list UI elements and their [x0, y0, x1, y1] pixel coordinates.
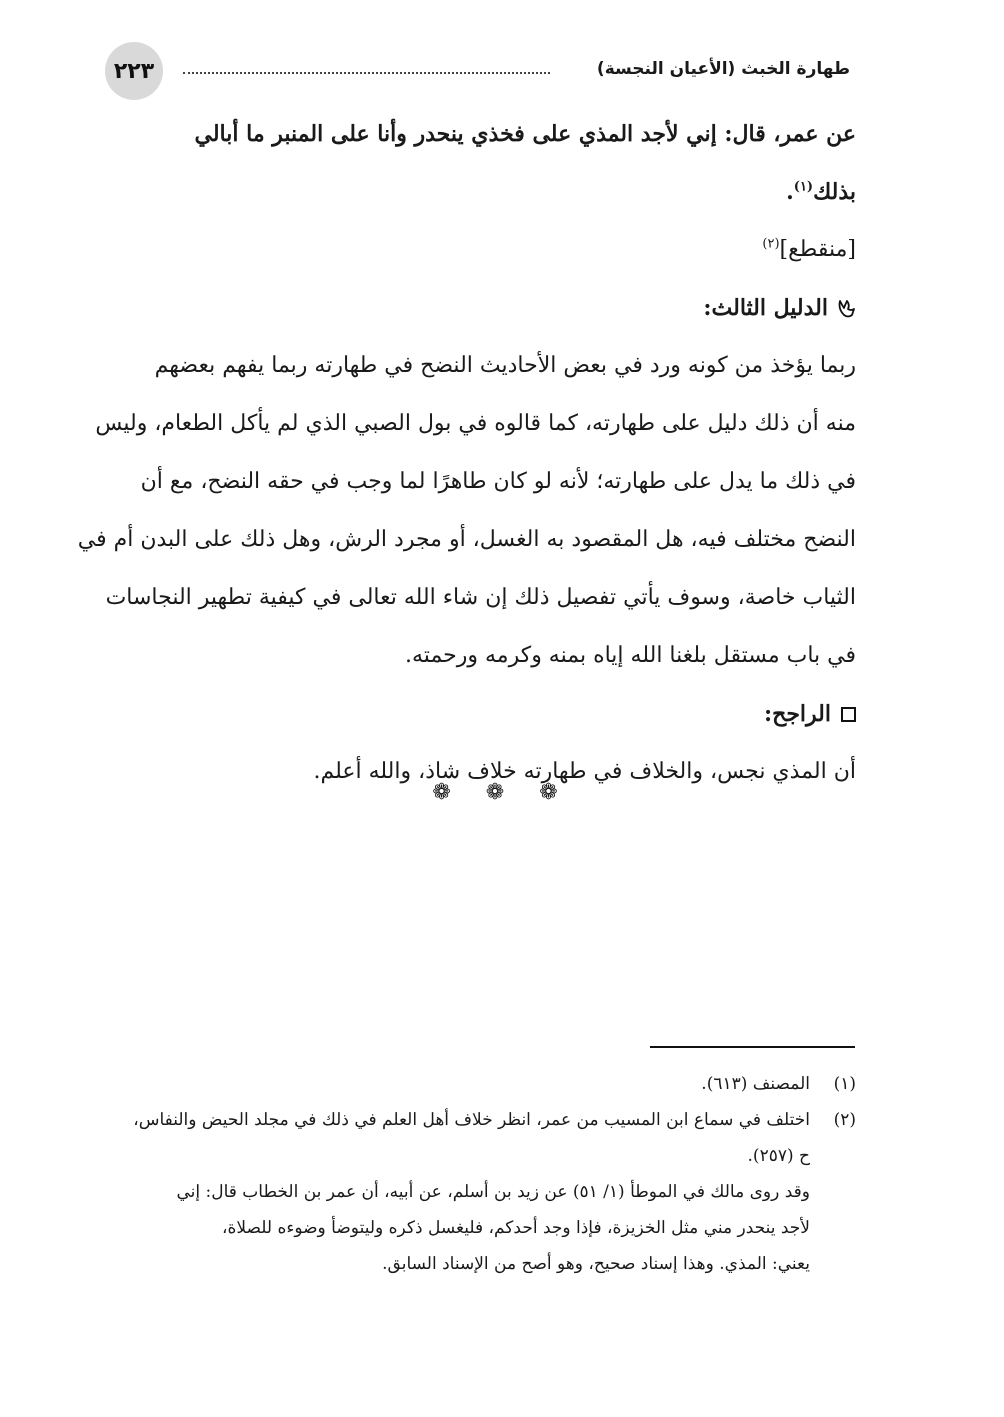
footnote-divider	[650, 1046, 855, 1048]
quote-line	[118, 105, 856, 221]
paragraph-line: النضح مختلف فيه، هل المقصود به الغسل، أو مجرد الرش، وهل ذلك على البدن أم في	[77, 527, 856, 552]
footnote-line: اختلف في سماع ابن المسيب من عمر، انظر خلاف أهل العلم في ذلك في مجلد الحيض والنفاس،	[133, 1110, 810, 1130]
paragraph-line: منه أن ذلك دليل على طهارته، كما قالوه في بول الصبي الذي لم يأكل الطعام، وليس	[95, 411, 856, 436]
main-content	[77, 105, 856, 801]
square-bullet-icon	[841, 707, 856, 722]
rajih-heading-text: الراجح:	[764, 701, 831, 727]
footnote-line: وقد روى مالك في الموطأ (١/ ٥١) عن زيد بن أسلم، عن أبيه، أن عمر بن الخطاب قال: إني	[176, 1182, 810, 1202]
section-heading-text: الدليل الثالث:	[703, 295, 828, 321]
rajih-text: أن المذي نجس، والخلاف في طهارته خلاف شاذ، والله أعلم.	[313, 759, 856, 784]
section-heading-third-evidence	[118, 279, 856, 337]
footnote-number: (١)	[833, 1074, 856, 1094]
footnotes	[118, 1066, 856, 1282]
page-number: ٢٢٣	[105, 42, 163, 100]
paragraph-line: في ذلك ما يدل على طهارته؛ لأنه لو كان طاهرًا لما وجب في حقه النضح، مع أن	[140, 469, 856, 494]
footnote-1	[118, 1066, 856, 1102]
running-title: طهارة الخبث (الأعيان النجسة)	[596, 59, 850, 79]
paragraph-line: ربما يؤخذ من كونه ورد في بعض الأحاديث النضح في طهارته ربما يفهم بعضهم	[154, 353, 856, 378]
paragraph-line: في باب مستقل بلغنا الله إياه بمنه وكرمه ورحمته.	[405, 643, 856, 668]
footnote-2	[118, 1102, 856, 1174]
footnote-line: ح (٢٥٧).	[747, 1146, 810, 1166]
footnote-line: يعني: المذي. وهذا إسناد صحيح، وهو أصح من الإسناد السابق.	[382, 1254, 810, 1274]
header-dotted-leader	[183, 72, 550, 74]
pointing-hand-icon	[836, 297, 856, 319]
paragraph-body	[77, 337, 856, 685]
grading-text: [منقطع]	[779, 237, 856, 262]
section-ornament: ❁ ❁ ❁	[432, 780, 572, 805]
quote-end: .	[786, 179, 794, 205]
section-heading-rajih	[118, 685, 856, 743]
grading-line	[118, 221, 856, 279]
footnote-ref-1[interactable]: (١)	[793, 179, 814, 195]
footnote-line: المصنف (٦١٣).	[701, 1074, 810, 1094]
footnote-2-continuation	[118, 1174, 856, 1282]
paragraph-line: الثياب خاصة، وسوف يأتي تفصيل ذلك إن شاء الله تعالى في كيفية تطهير النجاسات	[105, 585, 856, 610]
footnote-line: لأجد ينحدر مني مثل الخزيزة، فإذا وجد أحدكم، فليغسل ذكره وليتوضأ وضوءه للصلاة،	[221, 1218, 810, 1238]
footnote-number: (٢)	[833, 1110, 856, 1130]
page-header	[105, 42, 850, 100]
footnote-ref-2[interactable]: (٢)	[762, 236, 780, 252]
quote-text: عن عمر، قال: إني لأجد المذي على فخذي ينحدر وأنا على المنبر ما أبالي بذلك	[194, 121, 856, 205]
